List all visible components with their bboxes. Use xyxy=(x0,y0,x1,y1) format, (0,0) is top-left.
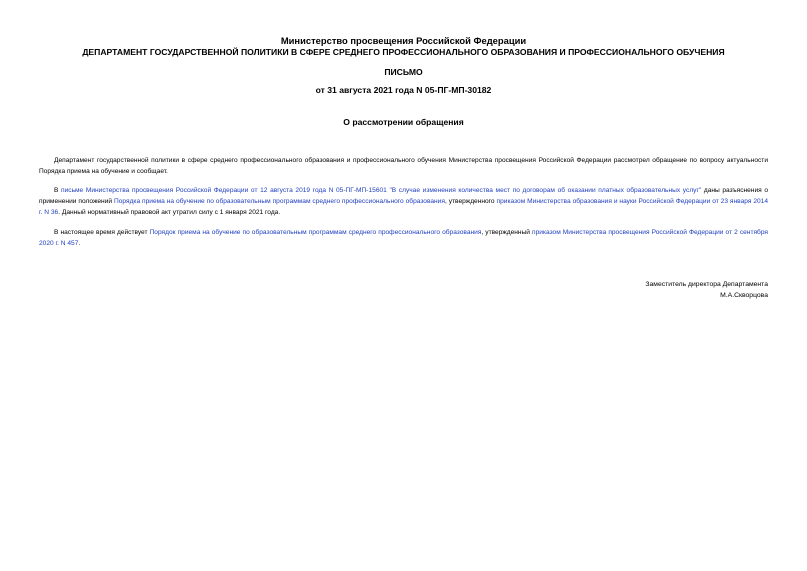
ministry-name: Министерство просвещения Российской Федерации xyxy=(280,35,527,46)
document-subject: О рассмотрении обращения xyxy=(343,117,464,127)
paragraph-2-text-4: . Данный нормативный правовой акт утратил силу с 1 января 2021 года. xyxy=(58,209,281,216)
paragraph-2 xyxy=(39,185,768,218)
signatory-name: М.А.Скворцова xyxy=(720,292,768,299)
admission-procedure-2014-link[interactable]: Порядка приема на обучение по образовательным программам среднего профессионального образования xyxy=(114,198,445,205)
order-36-link[interactable]: приказом Министерства образования и науки Российской Федерации от 23 января 2014 г. N 36 xyxy=(39,198,769,216)
department-name: ДЕПАРТАМЕНТ ГОСУДАРСТВЕННОЙ ПОЛИТИКИ В СФЕРЕ СРЕДНЕГО ПРОФЕССИОНАЛЬНОГО ОБРАЗОВАНИЯ И ПРОФЕССИОНАЛЬНОГО ОБУЧЕНИЯ xyxy=(82,47,725,57)
paragraph-2-text-2: даны разъяснения о применении положений xyxy=(39,187,768,205)
paragraph-3-text-3: . xyxy=(78,240,81,247)
paragraph-2-text-1: В xyxy=(54,187,62,194)
admission-procedure-link[interactable]: Порядок приема на обучение по образовательным программам среднего профессионального образования xyxy=(149,229,482,236)
paragraph-1-text: Департамент государственной политики в сфере среднего профессионального образования и профессионального обучения Министерства просвещения Российской Федерации рассмотрел обращение по вопросу актуальности Порядка приема на обучение и сообщает. xyxy=(39,157,768,175)
paragraph-3 xyxy=(39,227,768,249)
paragraph-1 xyxy=(39,155,768,177)
document-type: ПИСЬМО xyxy=(384,67,423,77)
paragraph-3-text-2: , утвержденный xyxy=(481,229,533,236)
signatory-position: Заместитель директора Департамента xyxy=(645,281,768,288)
document-date-number: от 31 августа 2021 года N 05-ПГ-МП-30182 xyxy=(315,85,492,95)
letter-2019-link[interactable]: письме Министерства просвещения Российской Федерации от 12 августа 2019 года N 05-ПГ-МП-15601 "В случае изменения количества мест по договорам об оказании платных образовательных услуг" xyxy=(61,187,702,194)
paragraph-3-text-1: В настоящее время действует xyxy=(54,229,150,236)
order-457-link[interactable]: приказом Министерства просвещения Российской Федерации от 2 сентября 2020 г. N 457 xyxy=(39,229,768,247)
paragraph-2-text-3: , утвержденного xyxy=(444,198,497,205)
